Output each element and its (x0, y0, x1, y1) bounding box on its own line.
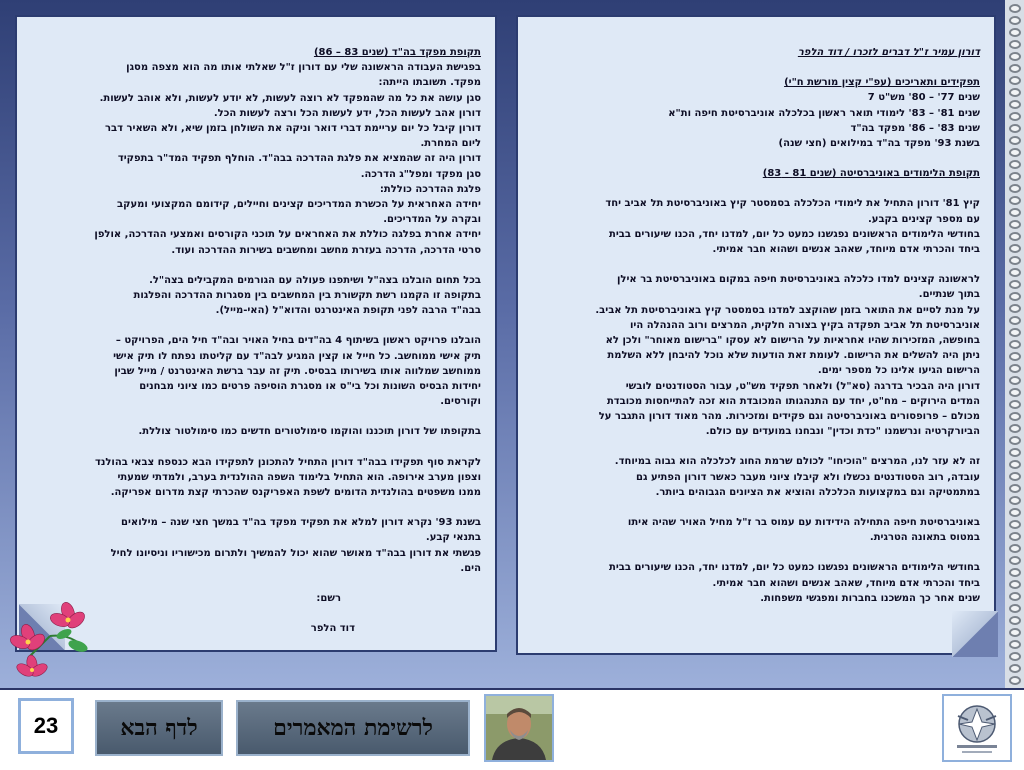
left-text-line: לקראת סוף תפקידו בבה"ד דורון התחיל להתכונן לתפקידו הבא כנספח צבאי בהולנד (94, 456, 481, 468)
right-text-line: בחודשי הלימודים הראשונים נפגשנו כמעט כל יום, למדנו יחד, הכנו שיעורים בבית (608, 228, 980, 240)
binding-ring (1009, 472, 1021, 481)
left-text-line: פלגת ההדרכה כוללת: (379, 183, 481, 195)
left-text-line: ובקרה על המדריכים. (383, 214, 481, 226)
role-line: שנים 81' – 83' לימודי תואר ראשון בכלכלה אוניברסיטת חיפה ות"א (668, 107, 980, 119)
binding-ring (1009, 424, 1021, 433)
left-text-line: יחידה אחרת בפלגה כוללת את האחראים על תוכני הקורסים ואמצעי ההדרכה, אולפן (94, 229, 481, 241)
binding-ring (1009, 340, 1021, 349)
right-text-line: הביורקרטיה ונרשמנו "כדת וכדין" ונבחנו במועדים עם כולם. (705, 426, 980, 438)
left-text-line: בתנאי קבע. (425, 532, 481, 544)
right-text-line: במטוס בתאונה הטרגית. (869, 532, 980, 544)
binding-ring (1009, 64, 1021, 73)
page-number: 23 (18, 698, 74, 754)
left-text-line: הובלנו פרויקט ראשון בשיתוף 4 בה"דים בחיל האויר ובה"ד חיל הים, הפרויקט – (115, 335, 481, 347)
binding-ring (1009, 184, 1021, 193)
right-text-line: מכולם – פרופסורים באוניברסיטה וגם פקידים ומזכירות. מהר מאוד דורון התגבר על (598, 411, 980, 423)
page-curl-right (952, 611, 998, 657)
binding-ring (1009, 220, 1021, 229)
binding-ring (1009, 544, 1021, 553)
paragraph-gap (536, 257, 980, 272)
binding-ring (1009, 484, 1021, 493)
binding-ring (1009, 400, 1021, 409)
left-heading: תקופת מפקד בה"ד (שנים 83 – 86) (313, 47, 481, 58)
left-text-line: דורון אהב לעשות הכל, ידע לעשות הכל ורצה לעשות הכל. (213, 107, 481, 119)
right-text-line: בתוך שנתיים. (918, 289, 980, 301)
binding-ring (1009, 232, 1021, 241)
binding-ring (1009, 520, 1021, 529)
binding-ring (1009, 292, 1021, 301)
binding-ring (1009, 208, 1021, 217)
paragraph-gap (35, 318, 481, 333)
binding-ring (1009, 664, 1021, 673)
binding-ring (1009, 196, 1021, 205)
right-text-line: אוניברסיטת תל אביב תפקדה בקיץ בצורה חלקית, המרצים ורוב ההנהלה היו (630, 319, 980, 331)
right-text-line: שנים אחר כך המשכנו בחברות ומפגשי משפחות. (760, 592, 980, 604)
binding-ring (1009, 592, 1021, 601)
right-text-line: לראשונה קצינים למדו כלכלה באוניברסיטת חיפה במקום באוניברסיטת בר אילן (617, 274, 980, 286)
role-line: בשנת 93' מפקד בה"ד במילואים (חצי שנה) (778, 138, 980, 150)
binding-ring (1009, 568, 1021, 577)
binding-ring (1009, 76, 1021, 85)
binding-ring (1009, 532, 1021, 541)
role-line: שנים 77' – 80' מש"ט 7 (867, 92, 980, 104)
left-text-line: ממוחשב שמלווה אותו בשירותו בבסיס. תיק זה עבר ברשת האינטרנט / מייל שבין (114, 365, 481, 377)
right-text-panel (516, 15, 996, 655)
spiral-binding (1005, 0, 1024, 688)
right-text-line: על מנת לסיים את התואר בזמן שהוקצב למדנו בסמסטר קיץ באוניברסיטת תל אביב. (595, 304, 980, 316)
binding-ring (1009, 148, 1021, 157)
right-text-line: הרישום הגיעו אלינו כל מספר ימים. (817, 365, 980, 377)
binding-ring (1009, 448, 1021, 457)
left-text-line: ממנו משפטים בהולנדית הדומים לשפת האפריקנס שהכרתי קצת מדרום אפריקה. (110, 487, 481, 499)
binding-ring (1009, 136, 1021, 145)
binding-ring (1009, 652, 1021, 661)
binding-ring (1009, 304, 1021, 313)
left-text-line: וקורסים. (440, 396, 481, 408)
binding-ring (1009, 376, 1021, 385)
right-text-line: המדים הירוקים – מח"ט, יחד עם התנהגותו המכובדת הוא זכה להתייחסות מכובדת (606, 395, 980, 407)
right-text-line: דורון היה הבכיר בדרגה (סא"ל) ולאחר תפקיד מש"ט, עבור הסטודנטים לובשי (625, 380, 980, 392)
left-text-line: וצפון מערב אירופה. הוא התחיל בלימוד השפה ההולנדית בערב, ולמדתי שמעתי (117, 471, 481, 483)
left-text-panel (15, 15, 497, 652)
right-title: דורון עמיר ז"ל דברים לזכרו / דוד הלפר (797, 47, 980, 58)
binding-ring (1009, 316, 1021, 325)
binding-ring (1009, 256, 1021, 265)
binding-ring (1009, 556, 1021, 565)
memorial-logo (942, 694, 1012, 762)
binding-ring (1009, 604, 1021, 613)
paragraph-gap (35, 258, 481, 273)
binding-ring (1009, 436, 1021, 445)
left-text-line: סגן מפקד ומפל"ג הדרכה. (360, 168, 481, 180)
right-text-line: קיץ 81' דורון התחיל את לימודי הכלכלה בסמסטר קיץ באוניברסיטת תל אביב יחד (605, 198, 980, 210)
binding-ring (1009, 52, 1021, 61)
binding-ring (1009, 4, 1021, 13)
right-text-line: זה לא עזר לנו, המרצים "הוכיחו" לכולם שרמת החוג לכלכלה הוא גבוה במיוחד. (614, 456, 980, 468)
right-text-line: באוניברסיטת חיפה התחילה הידידות עם עמוס בר ז"ל מחיל האויר שהיה איתו (627, 517, 980, 529)
binding-ring (1009, 508, 1021, 517)
binding-ring (1009, 244, 1021, 253)
binding-ring (1009, 580, 1021, 589)
right-text-line: במתמטיקה וגם במקצועות הכלכלה והוציא את הציונים הגבוהים ביותר. (655, 486, 980, 498)
right-text-line: עובדה, רוב הסטודנטים נכשלו ולא קיבלו ציוני מעבר כאשר דורון הפתיע גם (636, 471, 980, 483)
studies-heading: תקופת הלימודים באוניברסיטה (שנים 81 - 83) (762, 168, 980, 180)
left-text-line: יחידות הבסיס השונות וכל בי"ס או מסגרת הוסיפה פרטים כמו ציוני מבחנים (139, 381, 481, 393)
left-text-line: סגן עושה את כל מה שהמפקד לא רוצה לעשות, לא יודע לעשות, ולא אוהב לעשות. (99, 92, 481, 104)
right-text-line: בחודשי הלימודים הראשונים נפגשנו כמעט כל יום, למדנו יחד, הכנו שיעורים בבית (608, 562, 980, 574)
role-line: שנים 83' – 86' מפקד בה"ד (850, 122, 980, 134)
portrait-photo (484, 694, 554, 762)
left-text-line: יחידה האחראית על הכשרת המדריכים קצינים וחיילים, קידומם המקצועי ומעקב (116, 199, 481, 211)
left-text-line: בתקופה זו הקמנו רשת תקשורת בין המחשבים בין מסגרות ההדרכה והפלגות (133, 290, 481, 302)
left-text-line: מפקד. תשובתו הייתה: (378, 77, 481, 89)
right-text-line: בחופשה, המזכירות שהיו אחראיות על הרישום לא עסקו "ברישום מאוחר" ולכן לא (605, 335, 980, 347)
left-text-line: פגשתי את דורון בבה"ד מאושר שהוא יכול להמשיך ולתרום מכישוריו וניסיונו לחיל (110, 547, 481, 559)
left-text-line: בכל תחום הובלנו בצה"ל ושיתפנו פעולה עם הגורמים המקבילים בצה"ל. (149, 274, 481, 286)
next-page-button[interactable]: לדף הבא (95, 700, 223, 756)
binding-ring (1009, 160, 1021, 169)
right-text-line: ביחד והכרתי אדם מיוחד, שאהב אנשים ושהוא חבר אמיתי. (712, 244, 980, 256)
binding-ring (1009, 364, 1021, 373)
binding-ring (1009, 28, 1021, 37)
left-text-line: תיק אישי ממוחשב. כל חייל או קצין המגיע לבה"ד עם קליטתו נפתח לו תיק אישי (113, 350, 481, 362)
binding-ring (1009, 496, 1021, 505)
paragraph-gap (536, 181, 980, 196)
left-text-line: בשנת 93' נקרא דורון למלא את תפקיד מפקד בה"ד במשך חצי שנה – מילואים (121, 517, 481, 529)
left-text-line: ליום המחרת. (420, 138, 481, 150)
binding-ring (1009, 88, 1021, 97)
right-text-line: ניתן היה להשלים את הרישום. לעומת זאת הודעות שלא נוכל להיבחן ללא השלמת (607, 350, 980, 362)
roles-heading: תפקידים ותאריכים (עפ"י קצין מורשת ח"י) (784, 77, 980, 89)
binding-ring (1009, 100, 1021, 109)
binding-ring (1009, 640, 1021, 649)
binding-ring (1009, 172, 1021, 181)
left-text-line: סרטי הדרכה, הדרכה בעזרת מחשב ומחשבים בשירות ההדרכה ועוד. (171, 244, 481, 256)
flower-icon (8, 598, 98, 680)
left-text-line: דורון קיבל כל יום עריימת דברי דואר וניקה את השולחן בזמן שיא, ולא השאיר דבר (105, 123, 481, 135)
right-text-line: ביחד והכרתי אדם מיוחד, שאהב אנשים ושהוא חבר אמיתי. (712, 577, 980, 589)
binding-ring (1009, 460, 1021, 469)
signature-name: דוד הלפר (310, 623, 355, 635)
binding-ring (1009, 124, 1021, 133)
binding-ring (1009, 676, 1021, 685)
paragraph-gap (536, 500, 980, 515)
binding-ring (1009, 352, 1021, 361)
left-text-line: הים. (460, 562, 481, 574)
binding-ring (1009, 388, 1021, 397)
binding-ring (1009, 280, 1021, 289)
binding-ring (1009, 412, 1021, 421)
paragraph-gap (536, 545, 980, 560)
left-text-line: בבה"ד הרבה לפני תקופת האינטרנט והדוא"ל (האי-מייל). (215, 305, 481, 317)
binding-ring (1009, 112, 1021, 121)
left-text-line: בתקופתו של דורון תוכננו והוקמו סימולטורים חדשים כמו סימולטור צוללת. (138, 426, 481, 438)
binding-ring (1009, 268, 1021, 277)
left-text-line: בפגישת העבודה הראשונה שלי עם דורון ז"ל שאלתי אותו מה הוא מצפה מסגן (126, 62, 481, 74)
binding-ring (1009, 616, 1021, 625)
binding-ring (1009, 328, 1021, 337)
left-text-line: דורון היה זה שהמציא את פלגת ההדרכה בבה"ד. הוחלף תפקיד המד"ר בתפקיד (117, 153, 481, 165)
paragraph-gap (35, 409, 481, 424)
binding-ring (1009, 16, 1021, 25)
binding-ring (1009, 40, 1021, 49)
right-text-line: עם מספר קצינים בקבע. (868, 213, 980, 225)
paragraph-gap (35, 440, 481, 455)
signature-label: רשם: (316, 593, 341, 605)
paragraph-gap (35, 500, 481, 515)
articles-list-button[interactable]: לרשימת המאמרים (236, 700, 470, 756)
paragraph-gap (536, 439, 980, 454)
binding-ring (1009, 628, 1021, 637)
